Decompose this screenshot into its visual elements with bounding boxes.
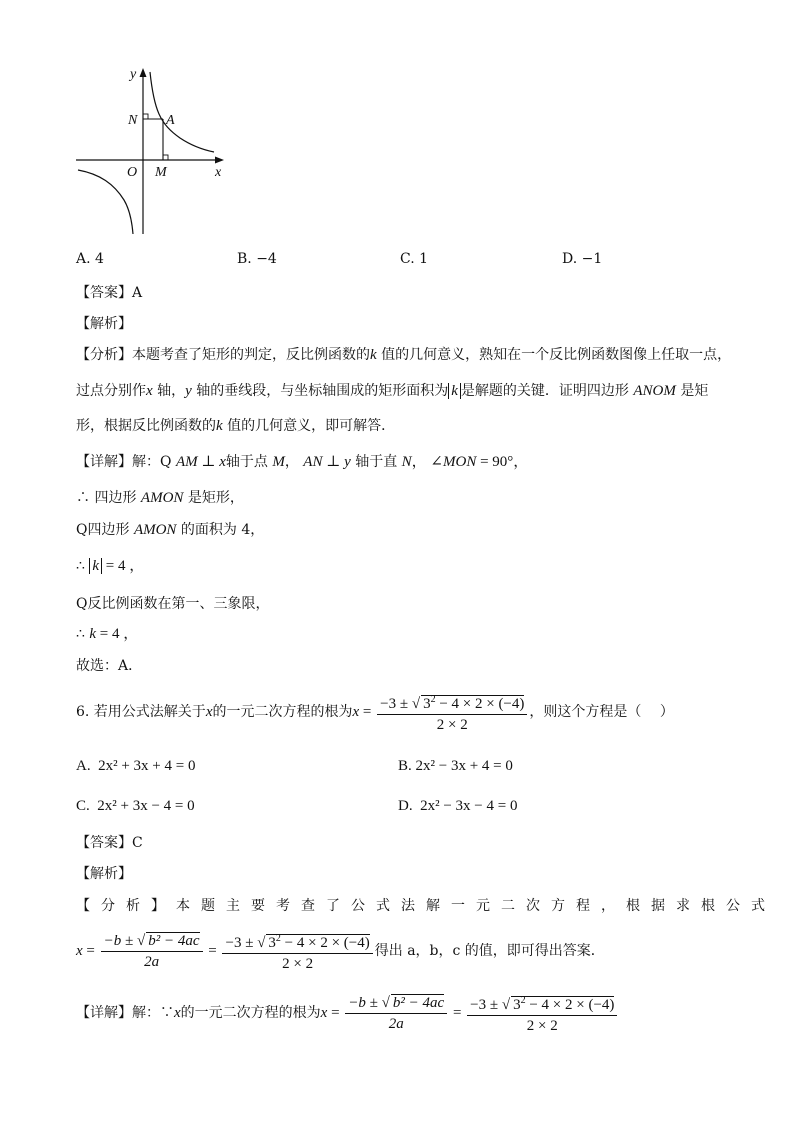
q5-detail-line-7: 故选：A． — [76, 658, 143, 674]
var-anom: ANOM — [633, 383, 676, 399]
text: 【分析】本题考查了矩形的判定，反比例函数的 — [76, 347, 370, 363]
q5-detail-line-6 — [76, 624, 138, 644]
text: 【详解】解：Q — [76, 454, 176, 470]
expr: 2x² − 3x − 4 = 0 — [420, 798, 518, 814]
q5-detail-line-1 — [76, 452, 528, 472]
root-fraction: $\frac{-3 \pm √ 3^2 - 4 \times 2 \times (-4)}{2 \times 2}$ — [377, 691, 527, 734]
q5-detail-line-4 — [76, 556, 144, 576]
text: − 4 × 2 × (−4) — [435, 695, 525, 712]
label: C. — [76, 798, 90, 814]
abs-k: k — [448, 383, 461, 399]
text: −3 ± — [470, 996, 502, 1013]
q5-option-c: C. 1 — [400, 251, 429, 267]
text: 的一元二次方程的根为 — [212, 704, 353, 720]
abs-k: k — [89, 558, 102, 574]
expr: 2x² + 3x + 4 = 0 — [98, 758, 196, 774]
text: 形，根据反比例函数的 — [76, 418, 216, 434]
root-fraction: $\frac{-3 \pm √ 3^2 - 4 \times 2 \times (-4)}{2 \times 2}$ — [222, 930, 372, 973]
radicand: b² − 4ac — [148, 933, 200, 950]
var-x: x — [205, 704, 213, 720]
label-n: N — [128, 113, 138, 128]
q5-analysis-line-3 — [76, 416, 395, 436]
text: 轴的垂线段，与坐标轴围成的矩形面积为 — [191, 383, 449, 399]
radicand: b² − 4ac — [392, 994, 445, 1011]
text: −b ± — [348, 994, 382, 1011]
q5-option-b: B. −4 — [237, 251, 277, 267]
expr: 2x² + 3x − 4 = 0 — [97, 798, 195, 814]
label-a: A — [166, 113, 175, 128]
text: = 90°， — [476, 454, 529, 470]
q5-detail-line-2 — [76, 488, 244, 508]
denominator: 2 × 2 — [282, 956, 314, 973]
text: ∴ — [76, 558, 90, 574]
expr: 2x² − 3x + 4 = 0 — [415, 758, 513, 774]
var: AM — [175, 454, 198, 470]
var-k: k — [216, 418, 223, 434]
sup: 2 — [430, 693, 436, 705]
var-x: x — [174, 1005, 181, 1021]
right-angle-mark-n — [143, 114, 148, 119]
var: M — [272, 454, 285, 470]
sup: 2 — [520, 994, 526, 1006]
q5-analysis-line-2 — [76, 381, 708, 401]
label: A. — [76, 758, 91, 774]
q6-answer: 【答案】C — [76, 835, 143, 851]
text: 轴， — [152, 383, 186, 399]
text: ， ∠ — [411, 454, 443, 470]
text: ∴ — [76, 626, 90, 642]
hyperbola-branch-first-quadrant — [150, 72, 214, 152]
q5-analysis-line-1 — [76, 345, 731, 365]
text: 轴于点 — [225, 454, 273, 470]
text: 的面积为 4， — [176, 522, 265, 538]
text: 过点分别作 — [76, 383, 146, 399]
text: ，则这个方程是（ ） — [529, 704, 674, 720]
q5-detail-line-5: Q反比例函数在第一、三象限， — [76, 596, 270, 612]
denominator: 2 × 2 — [526, 1017, 558, 1034]
q6-option-d — [398, 798, 517, 815]
label: D. — [398, 798, 413, 814]
text: −3 ± — [225, 935, 258, 952]
quadratic-formula: $\frac{\text{−b ± √ b² − 4ac}}{2a}$ — [345, 994, 447, 1033]
hyperbola-diagram — [70, 62, 240, 240]
label-y: y — [130, 67, 137, 82]
x-axis-arrow — [215, 157, 224, 164]
var: y — [344, 454, 351, 470]
hyperbola-branch-third-quadrant — [78, 170, 133, 234]
text: 轴于直 — [350, 454, 402, 470]
quadratic-formula: $\frac{\text{−b ± √ b² − 4ac}}{2a}$ — [101, 932, 203, 971]
var: k — [89, 626, 97, 642]
var: AMON — [133, 522, 177, 538]
text: − 4 × 2 × (−4) — [525, 996, 615, 1013]
q6-analysis-line-2: x = $\frac{\text{−b ± √ b² − 4ac}}{2a}$ = $\frac{-3 \pm √ 3^2 - 4 \times 2 \times (-4)}{2 \times 2}$ 得出 a，b，c 的值，即可得出答案． — [76, 928, 605, 974]
text: 3 — [423, 695, 431, 712]
right-angle-mark-m — [163, 155, 168, 160]
y-axis-arrow — [140, 68, 147, 77]
q6-option-a — [76, 758, 195, 775]
text: ∴ 四边形 — [76, 490, 141, 506]
var-k: k — [370, 347, 377, 363]
q6-analysis-line-1: 【分析】本题主要考查了公式法解一元二次方程，根据求根公式 — [76, 898, 776, 914]
label-o: O — [127, 165, 138, 180]
q6-detail-line-1: 【详解】解：∵x的一元二次方程的根为x = $\frac{\text{−b ± √ b² − 4ac}}{2a}$ = $\frac{-3 \pm √ 3^2 - 4 \times 2 \times (-4)}{2 \times 2}$ — [76, 990, 619, 1036]
var: N — [401, 454, 412, 470]
text: 得出 a，b，c 的值，即可得出答案． — [374, 943, 605, 959]
var: AMON — [140, 490, 184, 506]
q5-option-a: A. 4 — [76, 251, 104, 267]
text: 6. 若用公式法解关于 — [76, 704, 206, 720]
q5-answer: 【答案】A — [76, 285, 143, 301]
text: −b ± — [103, 933, 137, 950]
text: −3 ± — [380, 695, 412, 712]
var-x: x — [146, 383, 153, 399]
text: 值的几何意义，熟知在一个反比例函数图像上任取一点， — [376, 347, 732, 363]
text: 是矩 — [675, 383, 709, 399]
text: = — [359, 704, 376, 720]
q6-analysis-title: 【解析】 — [76, 866, 132, 882]
var: MON — [443, 454, 477, 470]
label-m: M — [155, 165, 167, 180]
denominator: 2a — [144, 954, 160, 971]
var-x: x — [352, 704, 360, 720]
q6-option-b — [398, 758, 513, 775]
text: 3 — [513, 996, 521, 1013]
root-fraction: $\frac{-3 \pm √ 3^2 - 4 \times 2 \times (-4)}{2 \times 2}$ — [467, 992, 617, 1035]
var: x — [219, 454, 226, 470]
label: B. — [398, 758, 412, 774]
q5-analysis-title: 【解析】 — [76, 316, 132, 332]
text: ⊥ — [322, 454, 345, 470]
text: 是矩形， — [183, 490, 244, 506]
text: = 4 ， — [102, 558, 145, 574]
sup: 2 — [275, 933, 281, 945]
q5-detail-line-3 — [76, 520, 264, 540]
text: 3 — [268, 935, 276, 952]
var: AN — [303, 454, 323, 470]
text: = 4 ， — [96, 626, 139, 642]
label-x: x — [215, 165, 222, 180]
text: − 4 × 2 × (−4) — [280, 935, 370, 952]
text: ⊥ — [197, 454, 220, 470]
denominator: 2a — [388, 1015, 404, 1032]
denominator: 2 × 2 — [436, 716, 468, 733]
var-y: y — [185, 383, 192, 399]
text: 值的几何意义，即可解答． — [222, 418, 396, 434]
text: 是解题的关键．证明四边形 — [460, 383, 634, 399]
text: 的一元二次方程的根为 — [180, 1005, 321, 1021]
text: Q四边形 — [76, 522, 134, 538]
q5-option-d: D. −1 — [562, 251, 603, 267]
text: 【详解】解：∵ — [76, 1005, 174, 1021]
q6-option-c — [76, 798, 195, 815]
text: ， — [284, 454, 304, 470]
q6-stem — [76, 690, 674, 734]
